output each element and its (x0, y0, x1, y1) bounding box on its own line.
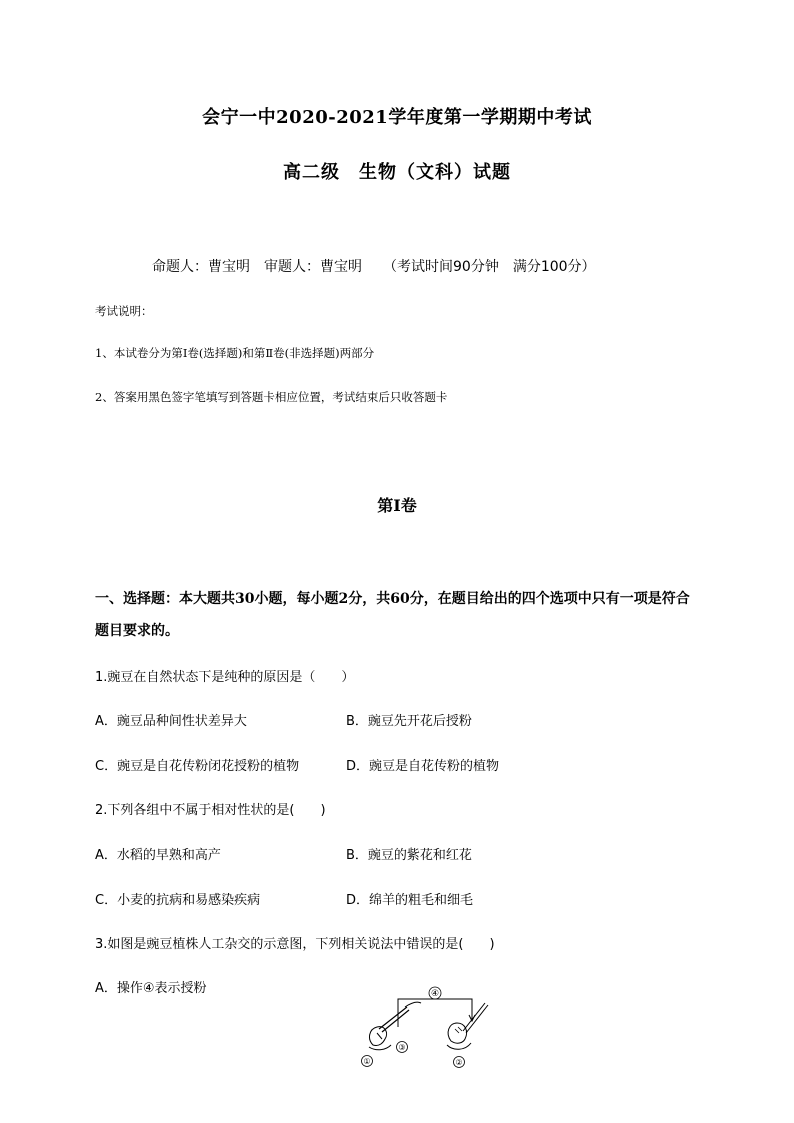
question-stem: 3.如图是豌豆植株人工杂交的示意图，下列相关说法中错误的是( ) (95, 937, 495, 952)
option-a: A．操作④表示授粉 (95, 981, 207, 996)
option-b: B．豌豆先开花后授粉 (346, 714, 472, 729)
option-c: C．小麦的抗病和易感染疾病 (95, 893, 261, 908)
transfer-arrow (398, 999, 472, 1027)
option-b: B．豌豆的紫花和红花 (346, 848, 472, 863)
instruction-item: 2、答案用黑色签字笔填写到答题卡相应位置，考试结束后只收答题卡 (95, 390, 448, 404)
volume-title: 第Ⅰ卷 (377, 496, 417, 515)
exam-title: 会宁一中2020-2021学年度第一学期期中考试 (202, 107, 592, 128)
question-stem: 2.下列各组中不属于相对性状的是( ) (95, 803, 326, 818)
question-stem: 1.豌豆在自然状态下是纯种的原因是（ ） (95, 670, 355, 685)
option-d: D．豌豆是自花传粉的植物 (346, 759, 500, 774)
exam-subtitle: 高二级 生物（文科）试题 (283, 162, 511, 183)
option-d: D．绵羊的粗毛和细毛 (346, 893, 474, 908)
step-label-3: ③ (398, 1043, 406, 1052)
option-a: A．水稻的早熟和高产 (95, 848, 221, 863)
step-label-2: ② (455, 1058, 463, 1067)
right-flower-icon (447, 1003, 488, 1049)
author-line: 命题人：曹宝明 审题人：曹宝明 （考试时间90分钟 满分100分） (152, 259, 596, 275)
pollination-figure (355, 983, 495, 1071)
option-c: C．豌豆是自花传粉闭花授粉的植物 (95, 759, 300, 774)
section-heading: 一、选择题：本大题共30小题，每小题2分，共60分，在题目给出的四个选项中只有一项是符合 (95, 591, 690, 607)
instructions-heading: 考试说明： (95, 304, 153, 318)
left-flower-icon (369, 1002, 421, 1050)
option-a: A．豌豆品种间性状差异大 (95, 714, 247, 729)
instruction-item: 1、本试卷分为第Ⅰ卷(选择题)和第Ⅱ卷(非选择题)两部分 (95, 346, 375, 360)
step-label-1: ① (363, 1057, 371, 1066)
section-heading-cont: 题目要求的。 (95, 623, 179, 639)
step-label-4: ④ (430, 989, 440, 999)
